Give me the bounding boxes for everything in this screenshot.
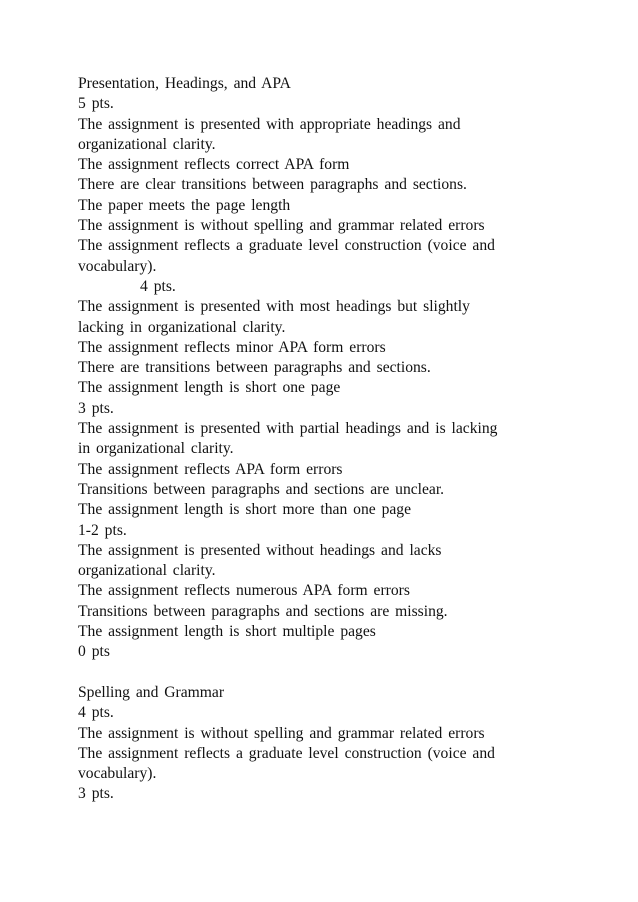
points-3: 3 pts.: [78, 785, 114, 803]
criteria-line: organizational clarity.: [78, 135, 216, 153]
points-3: 3 pts.: [78, 399, 114, 417]
criteria-line: The assignment is presented without headings and lacks: [78, 541, 442, 559]
criteria-line: vocabulary).: [78, 765, 157, 783]
criteria-line: There are clear transitions between paragraphs and sections.: [78, 176, 467, 194]
criteria-line: The assignment length is short one page: [78, 379, 341, 397]
criteria-line: There are transitions between paragraphs and sections.: [78, 359, 431, 377]
criteria-line: in organizational clarity.: [78, 440, 234, 458]
criteria-line: The assignment length is short multiple pages: [78, 623, 376, 641]
points-4: 4 pts.: [140, 277, 176, 295]
criteria-line: organizational clarity.: [78, 562, 216, 580]
criteria-line: Transitions between paragraphs and sections are unclear.: [78, 480, 445, 498]
criteria-line: The paper meets the page length: [78, 196, 291, 214]
criteria-line: The assignment length is short more than one page: [78, 501, 411, 519]
criteria-line: The assignment reflects numerous APA form errors: [78, 582, 410, 600]
document-page: [78, 74, 568, 805]
criteria-line: The assignment is without spelling and grammar related errors: [78, 724, 485, 742]
criteria-line: The assignment reflects APA form errors: [78, 460, 343, 478]
criteria-line: lacking in organizational clarity.: [78, 318, 286, 336]
criteria-line: The assignment reflects a graduate level construction (voice and: [78, 237, 495, 255]
criteria-line: The assignment reflects minor APA form errors: [78, 338, 386, 356]
criteria-line: Transitions between paragraphs and sections are missing.: [78, 602, 448, 620]
criteria-line: The assignment is without spelling and grammar related errors: [78, 217, 485, 235]
criteria-line: The assignment reflects correct APA form: [78, 156, 350, 174]
criteria-line: The assignment reflects a graduate level construction (voice and: [78, 744, 495, 762]
criteria-line: The assignment is presented with partial headings and is lacking: [78, 420, 498, 438]
blank-line: [78, 663, 568, 683]
points-0: 0 pts: [78, 643, 110, 661]
points-1-2: 1-2 pts.: [78, 521, 127, 539]
section-title-presentation: Presentation, Headings, and APA: [78, 75, 291, 92]
criteria-line: vocabulary).: [78, 257, 157, 275]
criteria-line: The assignment is presented with most headings but slightly: [78, 298, 470, 316]
criteria-line: The assignment is presented with appropriate headings and: [78, 115, 461, 133]
points-5: 5 pts.: [78, 95, 114, 113]
points-4: 4 pts.: [78, 704, 114, 722]
section-title-spelling: Spelling and Grammar: [78, 683, 225, 701]
